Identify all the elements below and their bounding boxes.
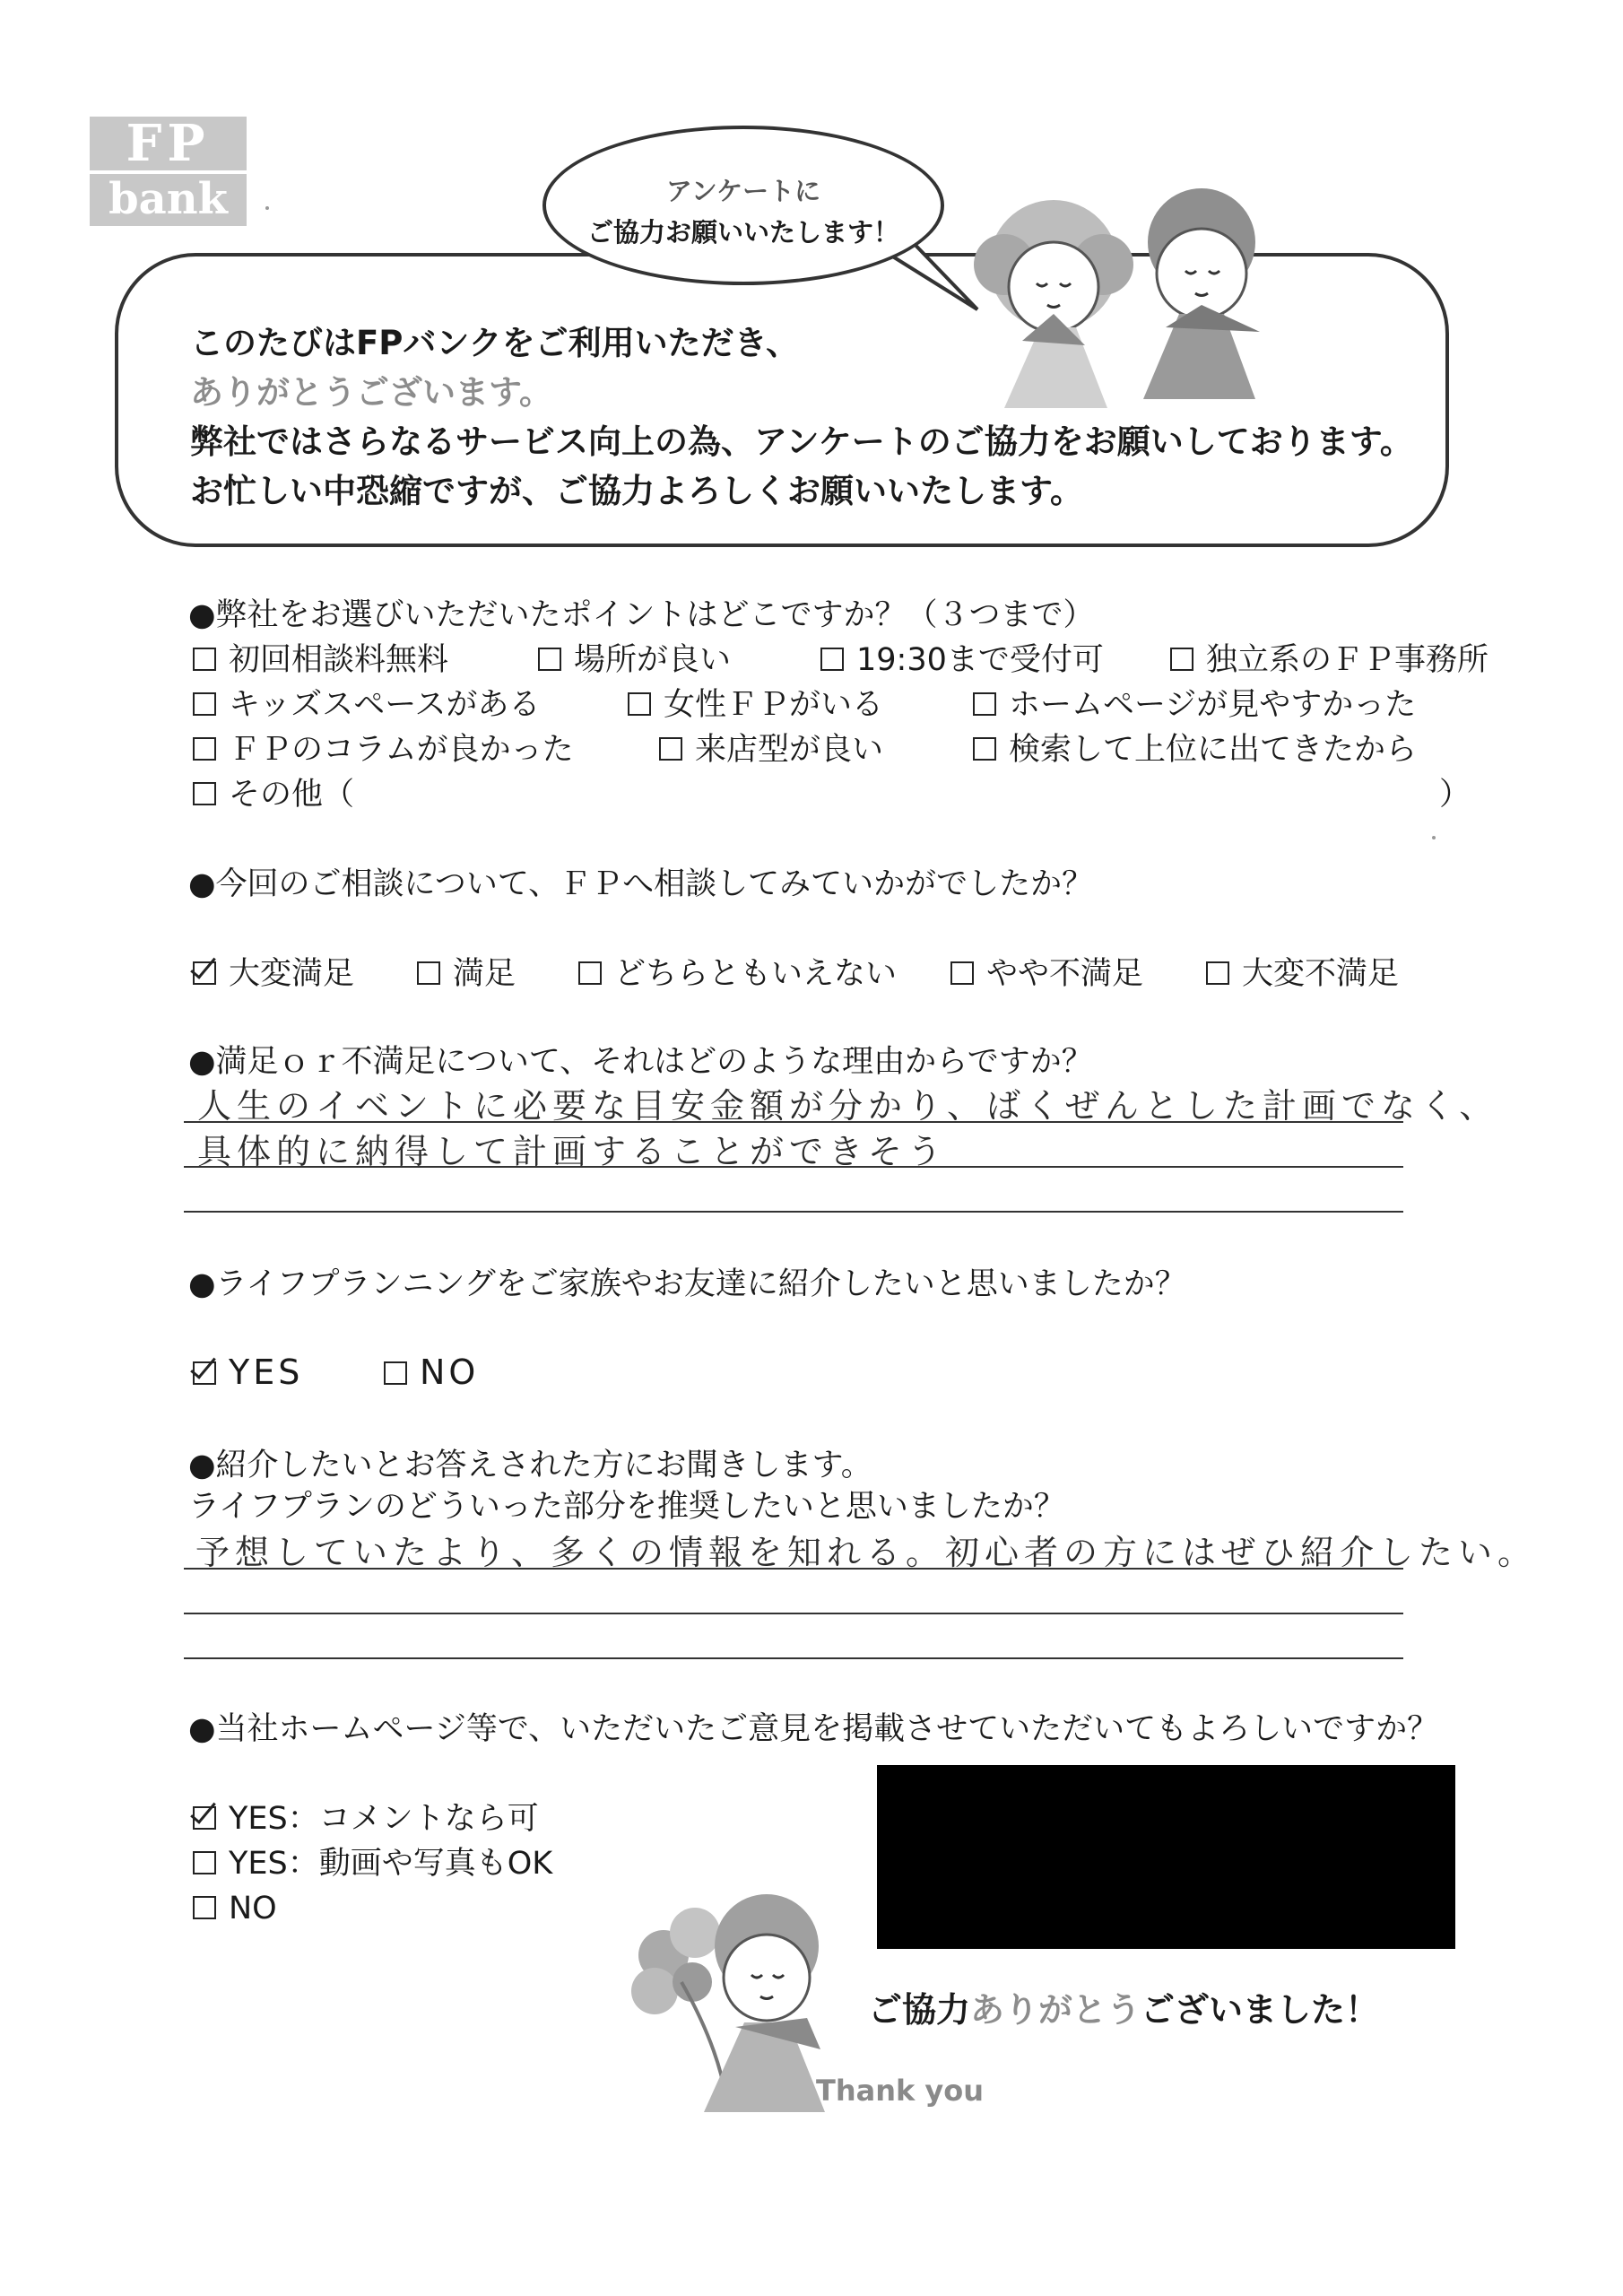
q1-option-8[interactable]: ＦＰのコラムが良かった <box>193 730 574 770</box>
checkbox-checked[interactable] <box>193 1361 216 1385</box>
q5-rule-3 <box>184 1657 1403 1659</box>
checkbox[interactable] <box>973 692 996 716</box>
q2-option-5[interactable]: 大変不満足 <box>1206 954 1399 994</box>
q1-other-close: ） <box>1439 777 1471 813</box>
checkbox[interactable] <box>628 692 651 716</box>
intro-line-3: 弊社ではさらなるサービス向上の為、アンケートのご協力をお願いしております。 <box>190 422 1413 461</box>
bubble-line-1: アンケートに <box>665 176 821 206</box>
bubble-line-2: ご協力お願いいたします！ <box>586 217 899 248</box>
checkbox[interactable] <box>950 961 974 985</box>
q5-answer-line-1: 予想していたより、多くの情報を知れる。初心者の方にはぜひ紹介したい。 <box>195 1533 1538 1572</box>
q1-option-3[interactable]: 19:30まで受付可 <box>820 640 1104 680</box>
thank-you-text: Thank you <box>816 2074 985 2108</box>
q1-option-1[interactable]: 初回相談料無料 <box>193 640 448 680</box>
checkbox-checked[interactable] <box>193 961 216 985</box>
logo-bank: bank <box>90 174 247 226</box>
checkbox[interactable] <box>1206 961 1229 985</box>
q2-option-3[interactable]: どちらともいえない <box>578 954 897 994</box>
fp-bank-logo <box>90 114 247 224</box>
checkbox[interactable] <box>820 648 844 671</box>
q1-question: ●弊社をお選びいただいたポイントはどこですか？（３つまで） <box>188 597 1095 633</box>
q2-option-2[interactable]: 満足 <box>417 954 516 994</box>
q1-option-9[interactable]: 来店型が良い <box>659 730 883 770</box>
q6-option-1[interactable]: YES：コメントなら可 <box>193 1799 539 1839</box>
checkbox[interactable] <box>538 648 561 671</box>
thanks-message: ご協力ありがとうございました！ <box>868 1990 1380 2030</box>
q6-option-3[interactable]: NO <box>193 1889 277 1928</box>
q2-question: ●今回のご相談について、ＦＰへ相談してみていかがでしたか？ <box>188 866 1094 902</box>
q1-option-7[interactable]: ホームページが見やすかった <box>973 685 1416 725</box>
intro-line-4: お忙しい中恐縮ですが、ご協力よろしくお願いいたします。 <box>190 472 1084 510</box>
checkbox[interactable] <box>1170 648 1193 671</box>
q5-question-2: ライフプランのどういった部分を推奨したいと思いましたか？ <box>188 1489 1065 1525</box>
q5-rule-2 <box>184 1613 1403 1614</box>
checkbox[interactable] <box>193 737 216 761</box>
checkbox-checked[interactable] <box>193 1806 216 1830</box>
checkbox[interactable] <box>193 692 216 716</box>
q3-answer-line-1: 人生のイベントに必要な目安金額が分かり、ばくぜんとした計画でなく、 <box>197 1086 1499 1126</box>
q2-option-4[interactable]: やや不満足 <box>950 954 1143 994</box>
redacted-signature-block <box>877 1765 1455 1949</box>
q1-option-2[interactable]: 場所が良い <box>538 640 731 680</box>
q6-question: ●当社ホームページ等で、いただいたご意見を掲載させていただいてもよろしいですか？ <box>188 1711 1439 1747</box>
checkbox[interactable] <box>193 1896 216 1919</box>
q3-rule-2 <box>184 1166 1403 1168</box>
q1-option-10[interactable]: 検索して上位に出てきたから <box>973 730 1417 770</box>
q6-option-2[interactable]: YES：動画や写真もOK <box>193 1844 552 1883</box>
intro-line-2: ありがとうございます。 <box>190 373 553 412</box>
q3-rule-3 <box>184 1211 1403 1213</box>
q1-option-other[interactable]: その他（ <box>193 775 354 814</box>
scan-dot <box>1432 836 1436 839</box>
q5-question-1: ●紹介したいとお答えされた方にお聞きします。 <box>188 1448 872 1483</box>
checkbox[interactable] <box>384 1361 407 1385</box>
speech-bubble-text <box>542 170 944 253</box>
checkbox[interactable] <box>193 1851 216 1874</box>
checkbox[interactable] <box>578 961 602 985</box>
checkbox[interactable] <box>193 782 216 805</box>
intro-line-1: このたびはFPバンクをご利用いただき、 <box>190 324 800 362</box>
q5-rule-1 <box>184 1568 1403 1570</box>
checkbox[interactable] <box>417 961 440 985</box>
q4-option-no[interactable]: NO <box>384 1352 479 1392</box>
logo-fp: FP <box>90 117 247 170</box>
q4-question: ●ライフプランニングをご家族やお友達に紹介したいと思いましたか？ <box>188 1266 1186 1302</box>
q1-option-4[interactable]: 独立系のＦＰ事務所 <box>1170 640 1488 680</box>
q2-option-1[interactable]: 大変満足 <box>193 954 354 994</box>
q3-question: ●満足ｏｒ不満足について、それはどのような理由からですか？ <box>188 1044 1093 1080</box>
mascot-characters-icon <box>950 179 1291 413</box>
checkbox[interactable] <box>193 648 216 671</box>
checkbox[interactable] <box>973 737 996 761</box>
q1-option-6[interactable]: 女性ＦＰがいる <box>628 685 883 725</box>
scan-dot <box>265 206 269 210</box>
q1-option-5[interactable]: キッズスペースがある <box>193 685 541 725</box>
q3-rule-1 <box>184 1121 1403 1123</box>
q4-option-yes[interactable]: YES <box>193 1352 303 1392</box>
checkbox[interactable] <box>659 737 682 761</box>
q3-answer-line-2: 具体的に納得して計画することができそう <box>197 1132 948 1171</box>
